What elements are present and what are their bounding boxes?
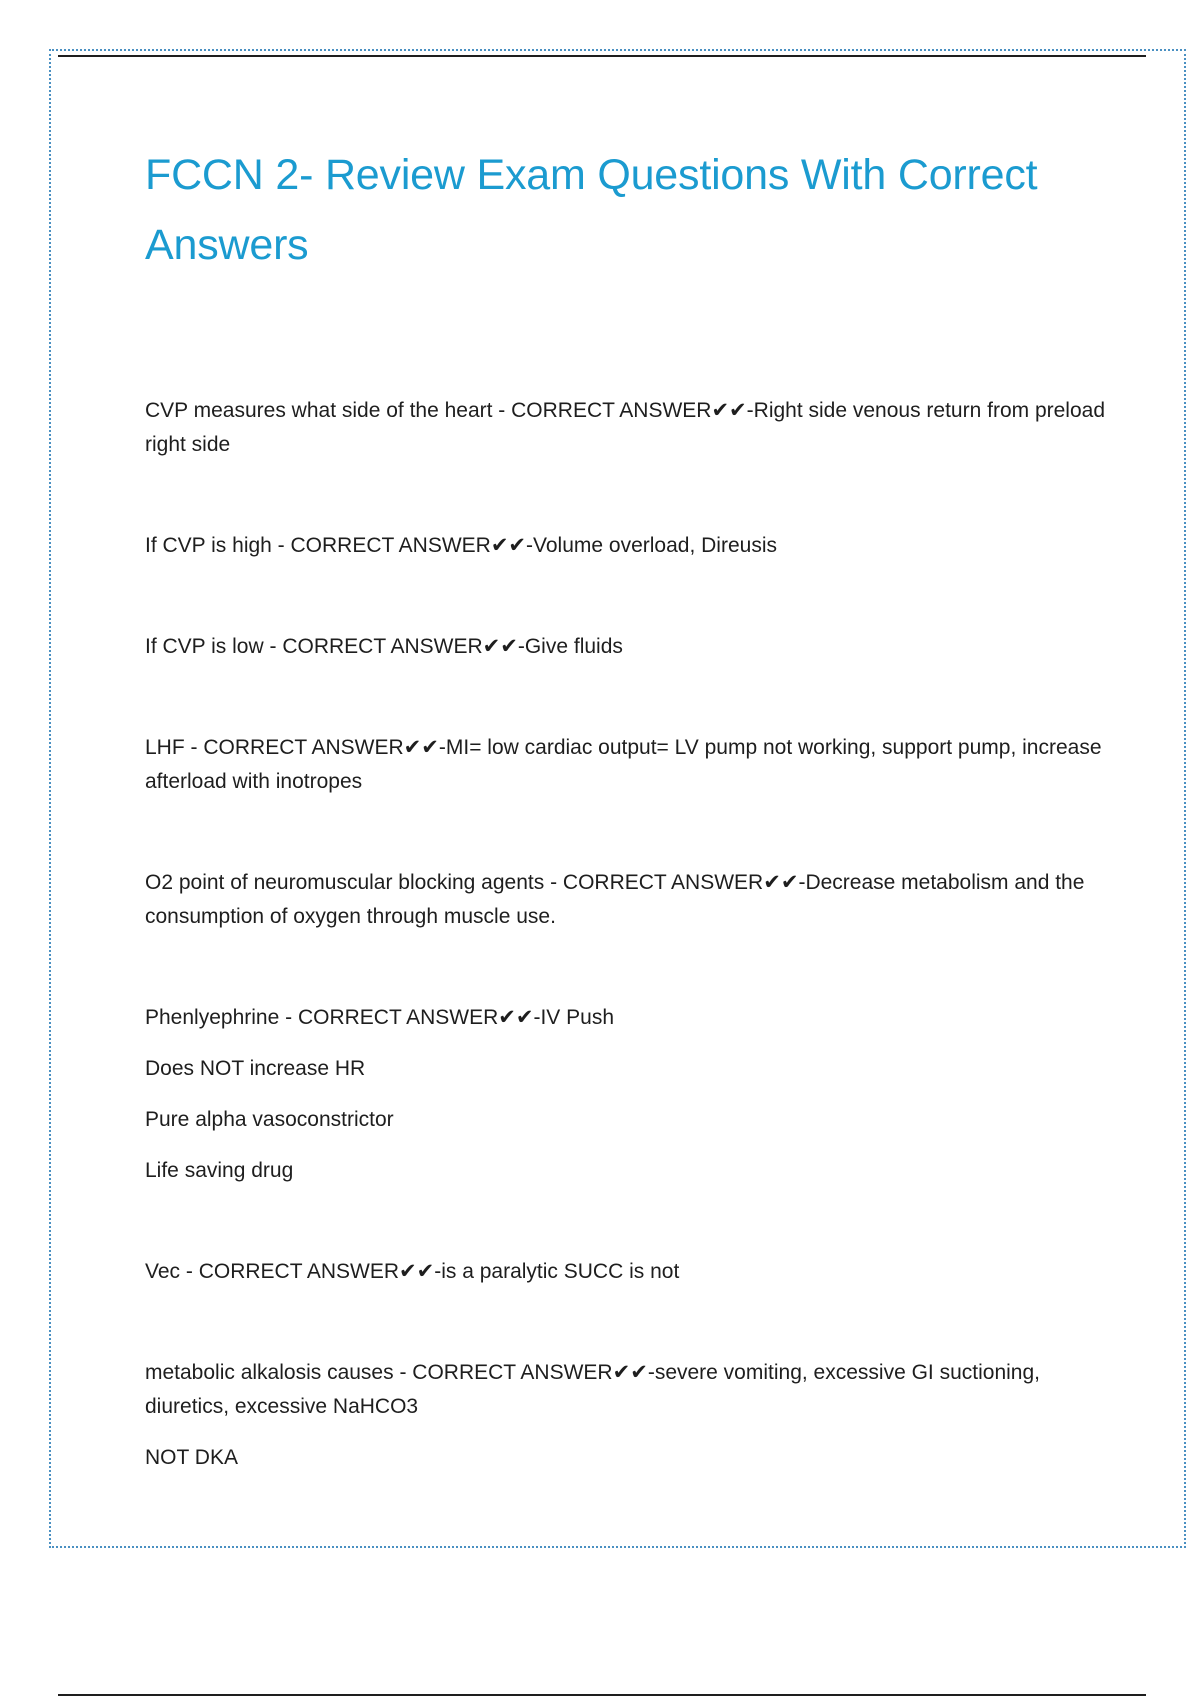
answer-extra-line: Does NOT increase HR	[145, 1057, 366, 1080]
qa-item	[145, 1355, 1105, 1475]
qa-main-line: CVP measures what side of the heart - CORRECT ANSWER✔✔-Right side venous return from preload right side	[145, 398, 1106, 456]
question-text: If CVP is high	[145, 534, 272, 557]
checkmark-icon: ✔✔	[399, 1259, 435, 1283]
correct-answer-label: CORRECT ANSWER	[412, 1361, 613, 1384]
checkmark-icon: ✔✔	[403, 735, 439, 759]
checkmark-icon: ✔✔	[612, 1360, 648, 1384]
answer-text: Give fluids	[524, 635, 623, 658]
checkmark-icon: ✔✔	[711, 398, 747, 422]
qa-main-line: If CVP is low - CORRECT ANSWER✔✔-Give fluids	[145, 634, 623, 658]
question-text: Phenlyephrine	[145, 1006, 280, 1029]
answer-extra-line: Pure alpha vasoconstrictor	[145, 1108, 394, 1131]
qa-item	[145, 730, 1105, 799]
qa-item	[145, 1254, 1105, 1289]
correct-answer-label: CORRECT ANSWER	[511, 399, 712, 422]
checkmark-icon: ✔✔	[498, 1005, 534, 1029]
qa-main-line: metabolic alkalosis causes - CORRECT ANSWER✔✔-severe vomiting, excessive GI suctioning, diuretics, excessive NaHCO3	[145, 1360, 1040, 1418]
question-text: If CVP is low	[145, 635, 264, 658]
header-rule	[58, 55, 1146, 57]
correct-answer-label: CORRECT ANSWER	[290, 534, 491, 557]
qa-item	[145, 528, 1105, 563]
qa-main-line: LHF - CORRECT ANSWER✔✔-MI= low cardiac output= LV pump not working, support pump, increase afterload with inotropes	[145, 735, 1102, 793]
document-title: FCCN 2- Review Exam Questions With Correct Answers	[145, 151, 1038, 269]
qa-main-line: Phenlyephrine - CORRECT ANSWER✔✔-IV Push	[145, 1005, 614, 1029]
question-text: LHF	[145, 736, 185, 759]
checkmark-icon: ✔✔	[490, 533, 527, 557]
correct-answer-label: CORRECT ANSWER	[297, 1006, 499, 1029]
checkmark-icon: ✔✔	[482, 634, 518, 658]
qa-item	[145, 629, 1105, 664]
qa-item	[145, 393, 1105, 462]
answer-text: Decrease metabolism and the consumption of oxygen through muscle use.	[145, 871, 1085, 928]
question-text: Vec	[145, 1260, 181, 1283]
answer-text: Volume overload, Direusis	[533, 534, 777, 557]
answer-extra-line: NOT DKA	[145, 1446, 238, 1469]
question-text: metabolic alkalosis causes	[145, 1361, 394, 1384]
correct-answer-label: CORRECT ANSWER	[203, 736, 404, 759]
answer-text: IV Push	[540, 1006, 614, 1029]
question-text: O2 point of neuromuscular blocking agents	[145, 871, 545, 894]
correct-answer-label: CORRECT ANSWER	[562, 871, 764, 894]
answer-text: MI= low cardiac output= LV pump not working, support pump, increase afterload with inotropes	[145, 736, 1102, 793]
correct-answer-label: CORRECT ANSWER	[282, 635, 483, 658]
checkmark-icon: ✔✔	[763, 870, 799, 894]
answer-text: Right side venous return from preload right side	[145, 399, 1106, 456]
qa-item	[145, 1000, 1105, 1188]
qa-item	[145, 865, 1105, 934]
qa-main-line: O2 point of neuromuscular blocking agents - CORRECT ANSWER✔✔-Decrease metabolism and the consumption of oxygen through muscle use.	[145, 870, 1085, 928]
qa-main-line: Vec - CORRECT ANSWER✔✔-is a paralytic SUCC is not	[145, 1259, 680, 1283]
qa-main-line: If CVP is high - CORRECT ANSWER✔✔-Volume overload, Direusis	[145, 533, 777, 557]
document-body	[145, 140, 1105, 1541]
question-text: CVP measures what side of the heart	[145, 399, 493, 422]
footer-rule	[58, 1694, 1146, 1696]
answer-extra-line: Life saving drug	[145, 1159, 294, 1182]
qa-list	[145, 393, 1105, 1475]
answer-text: severe vomiting, excessive GI suctioning, diuretics, excessive NaHCO3	[145, 1361, 1040, 1418]
answer-text: is a paralytic SUCC is not	[441, 1260, 680, 1283]
correct-answer-label: CORRECT ANSWER	[198, 1260, 400, 1283]
